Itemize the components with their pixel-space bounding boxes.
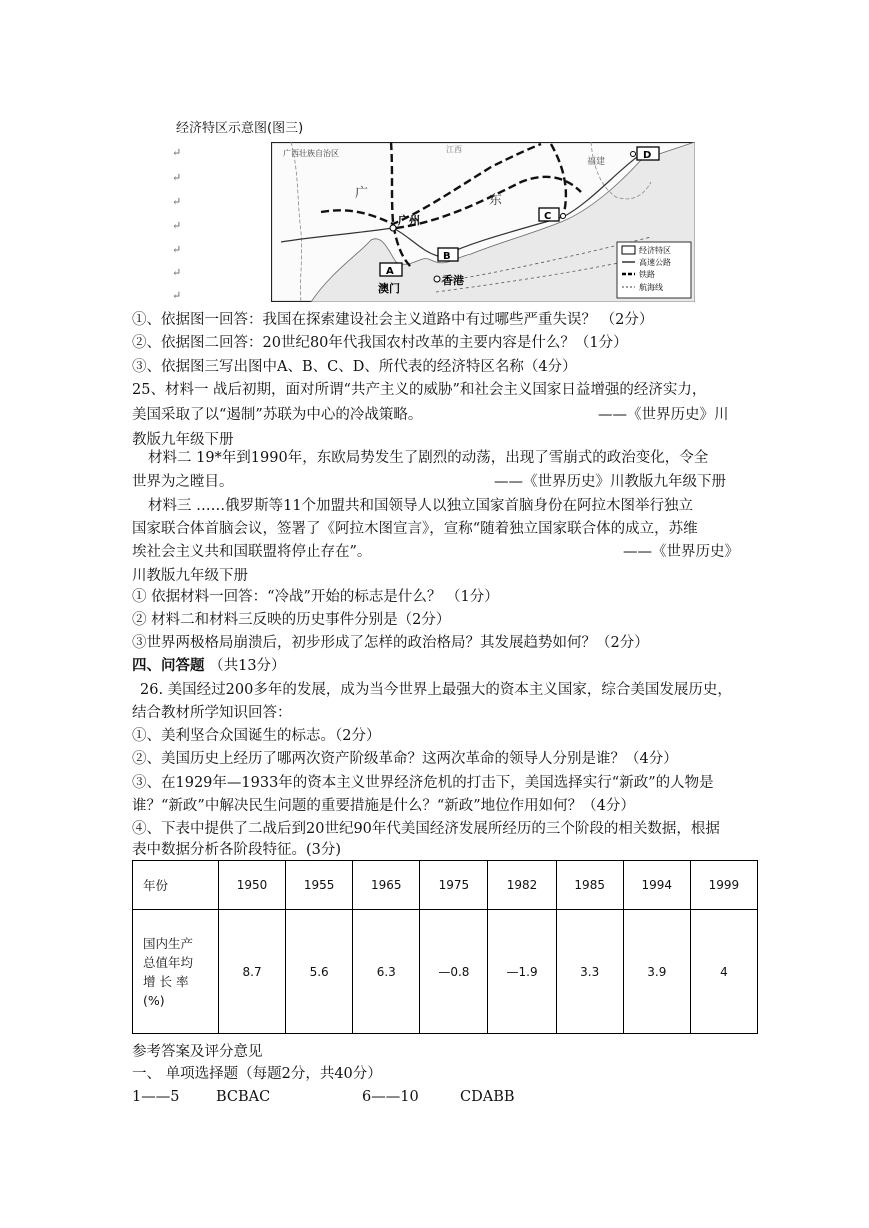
section-heading	[132, 656, 286, 676]
section-title: 四、问答题	[132, 657, 205, 674]
label-guangxi-1: 广西壮族自治区	[283, 149, 339, 158]
material-line: 材料三 ……俄罗斯等11个加盟共和国领导人以独立国家首脑身份在阿拉木图举行独立	[148, 498, 694, 514]
question-line: 26. 美国经过200多年的发展，成为当今世界上最强大的资本主义国家，综合美国发展历史，	[140, 682, 732, 698]
zone-c-label: C	[544, 211, 552, 222]
label-jiangxi: 江西	[446, 145, 462, 154]
question-line: ①、依据图一回答：我国在探索建设社会主义道路中有过哪些严重失误？ （2分）	[132, 312, 654, 328]
table-row	[133, 910, 758, 1034]
map-title: 经济特区示意图(图三)	[176, 121, 304, 136]
question-line: 表中数据分析各阶段特征。(3分)	[132, 842, 342, 858]
table-cell-value: 3.3	[556, 910, 623, 1034]
row-label-line: (%)	[143, 992, 165, 1008]
material-source: ——《世界历史》	[623, 544, 739, 560]
return-mark: ↵	[172, 289, 182, 302]
economic-zones-map	[271, 142, 695, 302]
answers-section: 一、 单项选择题（每题2分，共40分）	[132, 1066, 382, 1082]
legend-item: 铁路	[639, 270, 655, 279]
gdp-growth-table	[132, 860, 758, 1034]
table-cell-year: 1975	[420, 861, 488, 910]
material-line: 材料二 19*年到1990年，东欧局势发生了剧烈的动荡，出现了雪崩式的政治变化，令全	[148, 450, 709, 466]
material-line: 国家联合体首脑会议，签署了《阿拉木图宣言》，宣称“随着独立国家联合体的成立，苏维	[132, 521, 698, 537]
material-source: ——《世界历史》川教版九年级下册	[494, 474, 726, 490]
return-mark: ↵	[172, 195, 182, 208]
question-line: ②、美国历史上经历了哪两次资产阶级革命？这两次革命的领导人分别是谁？（4分）	[132, 751, 678, 767]
answer-range: 1——5	[132, 1089, 180, 1105]
table-cell-value: —0.8	[420, 910, 488, 1034]
row-label-line: 增 长 率	[143, 973, 189, 989]
material-line: 教版九年级下册	[132, 432, 234, 448]
label-guangzhou: 广州	[398, 214, 420, 227]
label-fujian: 福建	[587, 157, 606, 167]
table-cell-year: 1965	[353, 861, 420, 910]
label-aomen: 澳门	[378, 282, 400, 295]
table-row-label	[133, 910, 219, 1034]
material-line: 美国采取了以“遏制”苏联为中心的冷战策略。	[132, 407, 423, 423]
table-cell-year: 1955	[286, 861, 353, 910]
row-label-line: 国内生产	[143, 935, 194, 951]
zone-b-label: B	[443, 251, 451, 262]
question-line: ④、下表中提供了二战后到20世纪90年代美国经济发展所经历的三个阶段的相关数据，根据	[132, 821, 720, 837]
zone-d-label: D	[643, 150, 652, 161]
table-cell-year: 1994	[623, 861, 690, 910]
material-line: 川教版九年级下册	[132, 568, 248, 584]
question-line: ①、美利坚合众国诞生的标志。（2分）	[132, 728, 381, 744]
answer-values: CDABB	[460, 1089, 515, 1105]
material-line: 25、材料一 战后初期，面对所谓“共产主义的威胁”和社会主义国家日益增强的经济实力，	[132, 382, 707, 398]
table-cell-value: 4	[690, 910, 757, 1034]
table-cell-year: 1985	[556, 861, 623, 910]
table-header-label: 年份	[133, 861, 219, 910]
question-line: ① 依据材料一回答：“冷战”开始的标志是什么？ （1分）	[132, 589, 499, 605]
table-cell-value: 6.3	[353, 910, 420, 1034]
label-guang: 广	[355, 186, 369, 201]
table-cell-value: 8.7	[219, 910, 286, 1034]
question-line: ② 材料二和材料三反映的历史事件分别是（2分）	[132, 612, 451, 628]
material-line: 世界为之瞠目。	[132, 474, 234, 490]
question-line: ②、依据图二回答：20世纪80年代我国农村改革的主要内容是什么？（1分）	[132, 335, 628, 351]
question-line: ③、在1929年—1933年的资本主义世界经济危机的打击下，美国选择实行“新政”的人物是	[132, 775, 714, 791]
label-guangxi	[283, 148, 339, 158]
material-line: 埃社会主义共和国联盟将停止存在”。	[132, 544, 372, 560]
map-legend	[617, 242, 691, 298]
answer-range: 6——10	[362, 1089, 419, 1105]
question-line: ③世界两极格局崩溃后，初步形成了怎样的政治格局？其发展趋势如何？（2分）	[132, 635, 649, 651]
row-label-line: 总值年均	[143, 954, 194, 970]
table-cell-year: 1950	[219, 861, 286, 910]
return-mark: ↵	[172, 243, 182, 256]
zone-a-label: A	[386, 266, 394, 277]
return-mark: ↵	[172, 266, 182, 279]
question-line: 谁？“新政”中解决民生问题的重要措施是什么？“新政”地位作用如何？（4分）	[132, 798, 635, 814]
legend-item: 经济特区	[639, 246, 671, 255]
table-cell-value: 5.6	[286, 910, 353, 1034]
legend-item: 航海线	[639, 283, 663, 292]
return-mark: ↵	[172, 171, 182, 184]
table-cell-value: 3.9	[623, 910, 690, 1034]
table-row	[133, 861, 758, 910]
question-line: ③、依据图三写出图中A、B、C、D、所代表的经济特区名称（4分）	[132, 359, 577, 375]
table-cell-value: —1.9	[488, 910, 556, 1034]
question-line: 结合教材所学知识回答：	[132, 705, 292, 721]
return-mark: ↵	[172, 219, 182, 232]
label-xianggang: 香港	[442, 274, 464, 287]
section-score: （共13分）	[209, 658, 286, 674]
answers-title: 参考答案及评分意见	[132, 1044, 263, 1060]
table-cell-year: 1982	[488, 861, 556, 910]
return-mark: ↵	[172, 146, 182, 159]
legend-item: 高速公路	[639, 258, 671, 267]
label-dong: 东	[489, 193, 503, 208]
answer-values: BCBAC	[216, 1089, 271, 1105]
table-cell-year: 1999	[690, 861, 757, 910]
material-source: ——《世界历史》川	[598, 407, 729, 423]
